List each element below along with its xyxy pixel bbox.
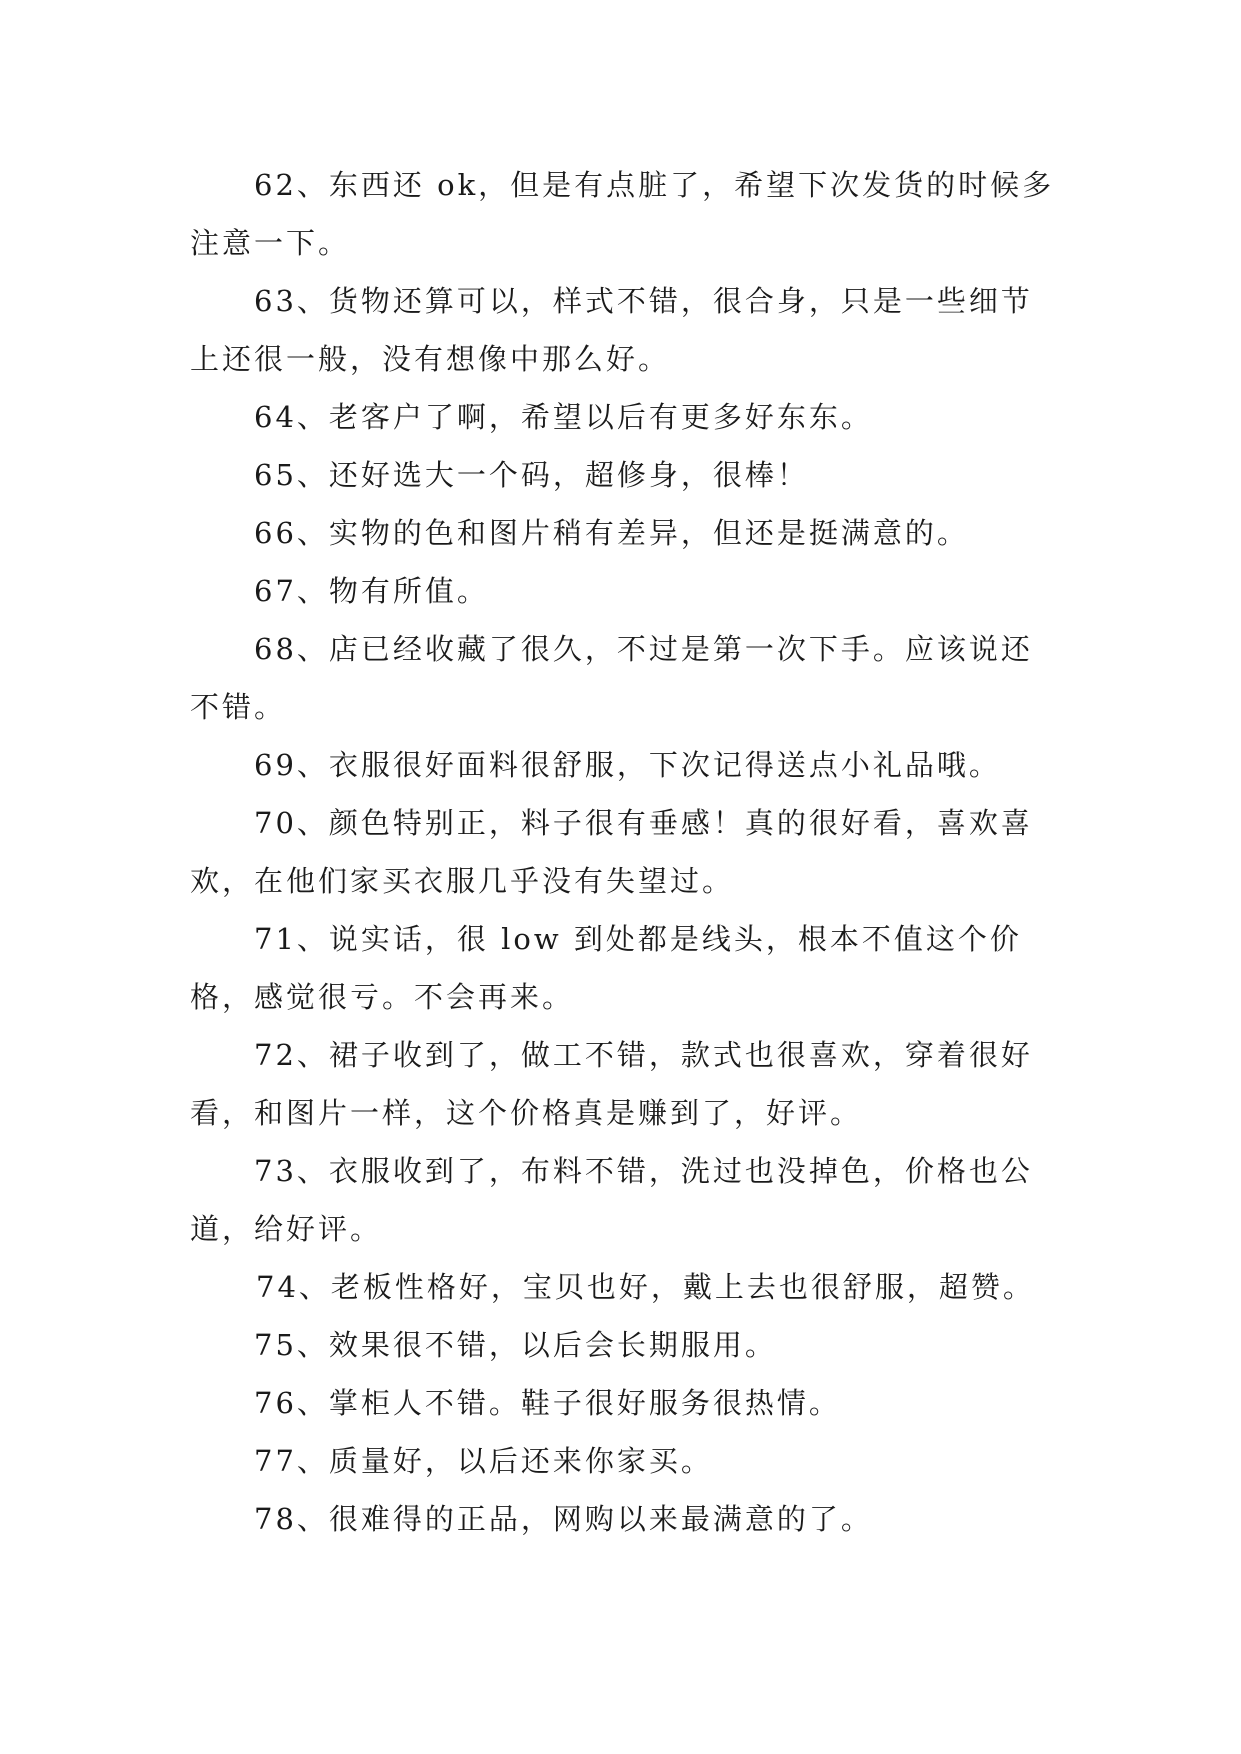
paragraph-72: 72、裙子收到了，做工不错，款式也很喜欢，穿着很好看，和图片一样，这个价格真是赚到了，好评。 bbox=[190, 1038, 1033, 1130]
paragraph-76: 76、掌柜人不错。鞋子很好服务很热情。 bbox=[254, 1386, 841, 1420]
paragraph-74: 74、老板性格好，宝贝也好，戴上去也很舒服，超赞。 bbox=[256, 1270, 1035, 1304]
paragraph-78: 78、很难得的正品，网购以来最满意的了。 bbox=[254, 1502, 873, 1536]
paragraph-63: 63、货物还算可以，样式不错，很合身，只是一些细节上还很一般，没有想像中那么好。 bbox=[190, 284, 1033, 376]
paragraph-65: 65、还好选大一个码，超修身，很棒！ bbox=[254, 458, 809, 492]
paragraph-64: 64、老客户了啊，希望以后有更多好东东。 bbox=[254, 400, 873, 434]
paragraph-70: 70、颜色特别正，料子很有垂感！真的很好看，喜欢喜欢，在他们家买衣服几乎没有失望过。 bbox=[190, 806, 1033, 898]
paragraph-75: 75、效果很不错，以后会长期服用。 bbox=[254, 1328, 777, 1362]
paragraph-62: 62、东西还 ok，但是有点脏了，希望下次发货的时候多注意一下。 bbox=[190, 168, 1055, 260]
paragraph-71: 71、说实话，很 low 到处都是线头，根本不值这个价格，感觉很亏。不会再来。 bbox=[190, 922, 1022, 1014]
paragraph-67: 67、物有所值。 bbox=[254, 574, 489, 608]
paragraph-66: 66、实物的色和图片稍有差异，但还是挺满意的。 bbox=[254, 516, 969, 550]
paragraph-68: 68、店已经收藏了很久，不过是第一次下手。应该说还不错。 bbox=[190, 632, 1033, 724]
paragraph-69: 69、衣服很好面料很舒服，下次记得送点小礼品哦。 bbox=[254, 748, 1001, 782]
document-body bbox=[190, 156, 1060, 1548]
paragraph-73: 73、衣服收到了，布料不错，洗过也没掉色，价格也公道，给好评。 bbox=[190, 1154, 1033, 1246]
paragraph-77: 77、质量好，以后还来你家买。 bbox=[254, 1444, 713, 1478]
